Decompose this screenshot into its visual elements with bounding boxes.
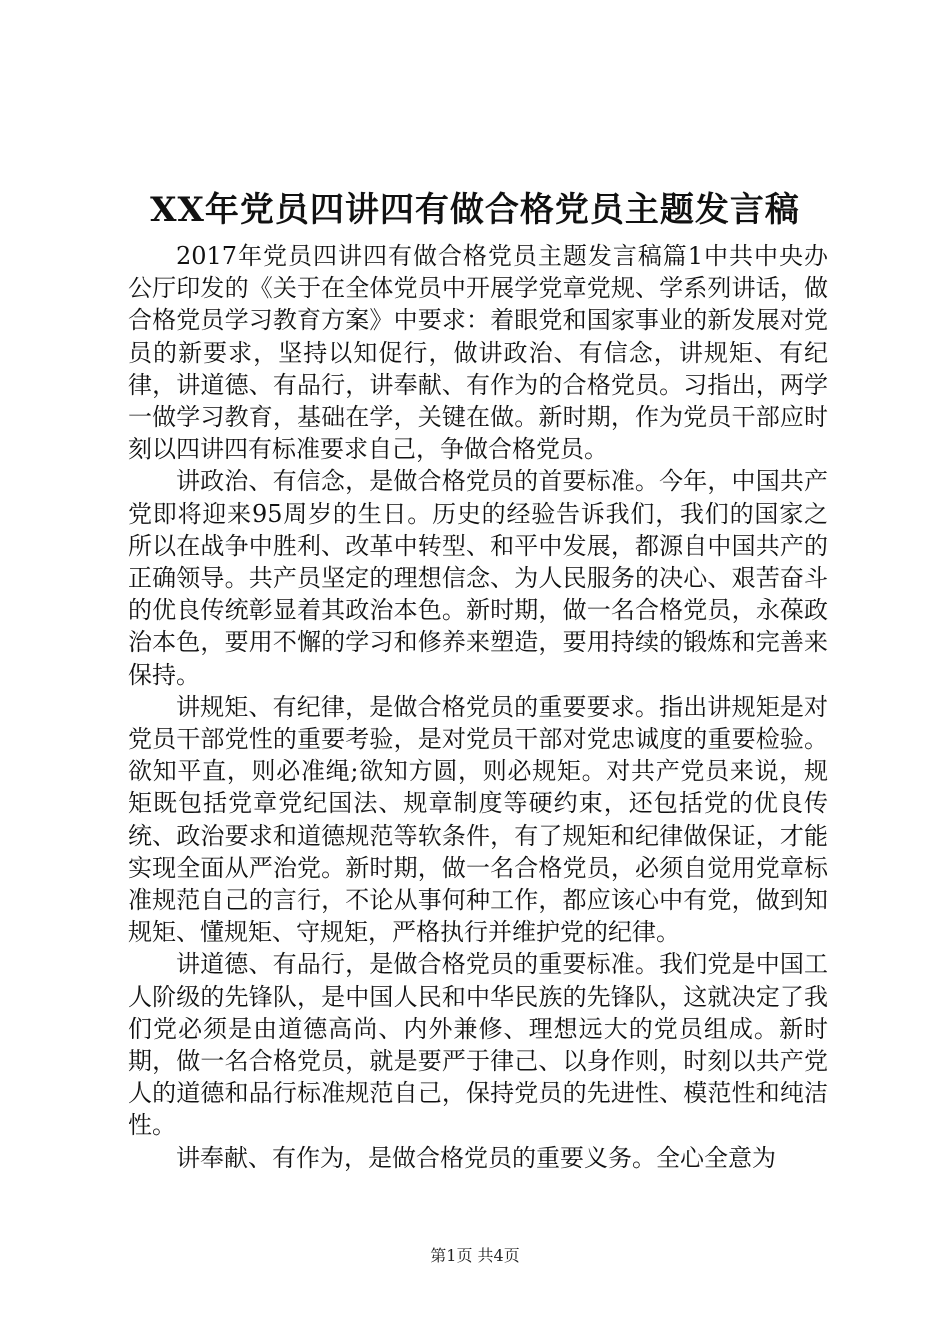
document-body [128, 240, 828, 1174]
paragraph-5: 讲奉献、有作为，是做合格党员的重要义务。全心全意为 [176, 1143, 776, 1172]
paragraph-2: 讲政治、有信念，是做合格党员的首要标准。今年，中国共产党即将迎来95周岁的生日。历史的经验告诉我们，我们的国家之所以在战争中胜利、改革中转型、和平中发展，都源自中国共产的正确领导。共产员坚定的理想信念、为人民服务的决心、艰苦奋斗的优良传统彰显着其政治本色。新时期，做一名合格党员，永葆政治本色，要用不懈的学习和修养来塑造，要用持续的锻炼和完善来保持。 [128, 467, 828, 689]
paragraph-4: 讲道德、有品行，是做合格党员的重要标准。我们党是中国工人阶级的先锋队，是中国人民和中华民族的先锋队，这就决定了我们党必须是由道德高尚、内外兼修、理想远大的党员组成。新时期，做一名合格党员，就是要严于律己、以身作则，时刻以共产党人的道德和品行标准规范自己，保持党员的先进性、模范性和纯洁性。 [128, 950, 828, 1140]
paragraph-3: 讲规矩、有纪律，是做合格党员的重要要求。指出讲规矩是对党员干部党性的重要考验，是对党员干部对党忠诚度的重要检验。欲知平直，则必准绳;欲知方圆，则必规矩。对共产党员来说，规矩既包括党章党纪国法、规章制度等硬约束，还包括党的优良传统、政治要求和道德规范等软条件，有了规矩和纪律做保证，才能实现全面从严治党。新时期，做一名合格党员，必须自觉用党章标准规范自己的言行，不论从事何种工作，都应该心中有党，做到知规矩、懂规矩、守规矩，严格执行并维护党的纪律。 [128, 692, 828, 947]
paragraph-1: 2017年党员四讲四有做合格党员主题发言稿篇1中共中央办公厅印发的《关于在全体党员中开展学党章党规、学系列讲话，做合格党员学习教育方案》中要求：着眼党和国家事业的新发展对党员的新要求，坚持以知促行，做讲政治、有信念，讲规矩、有纪律，讲道德、有品行，讲奉献、有作为的合格党员。习指出，两学一做学习教育，基础在学，关键在做。新时期，作为党员干部应时刻以四讲四有标准要求自己，争做合格党员。 [128, 242, 828, 464]
document-title: XX年党员四讲四有做合格党员主题发言稿 [150, 190, 800, 230]
page-footer: 第1页 共4页 [430, 1246, 520, 1265]
